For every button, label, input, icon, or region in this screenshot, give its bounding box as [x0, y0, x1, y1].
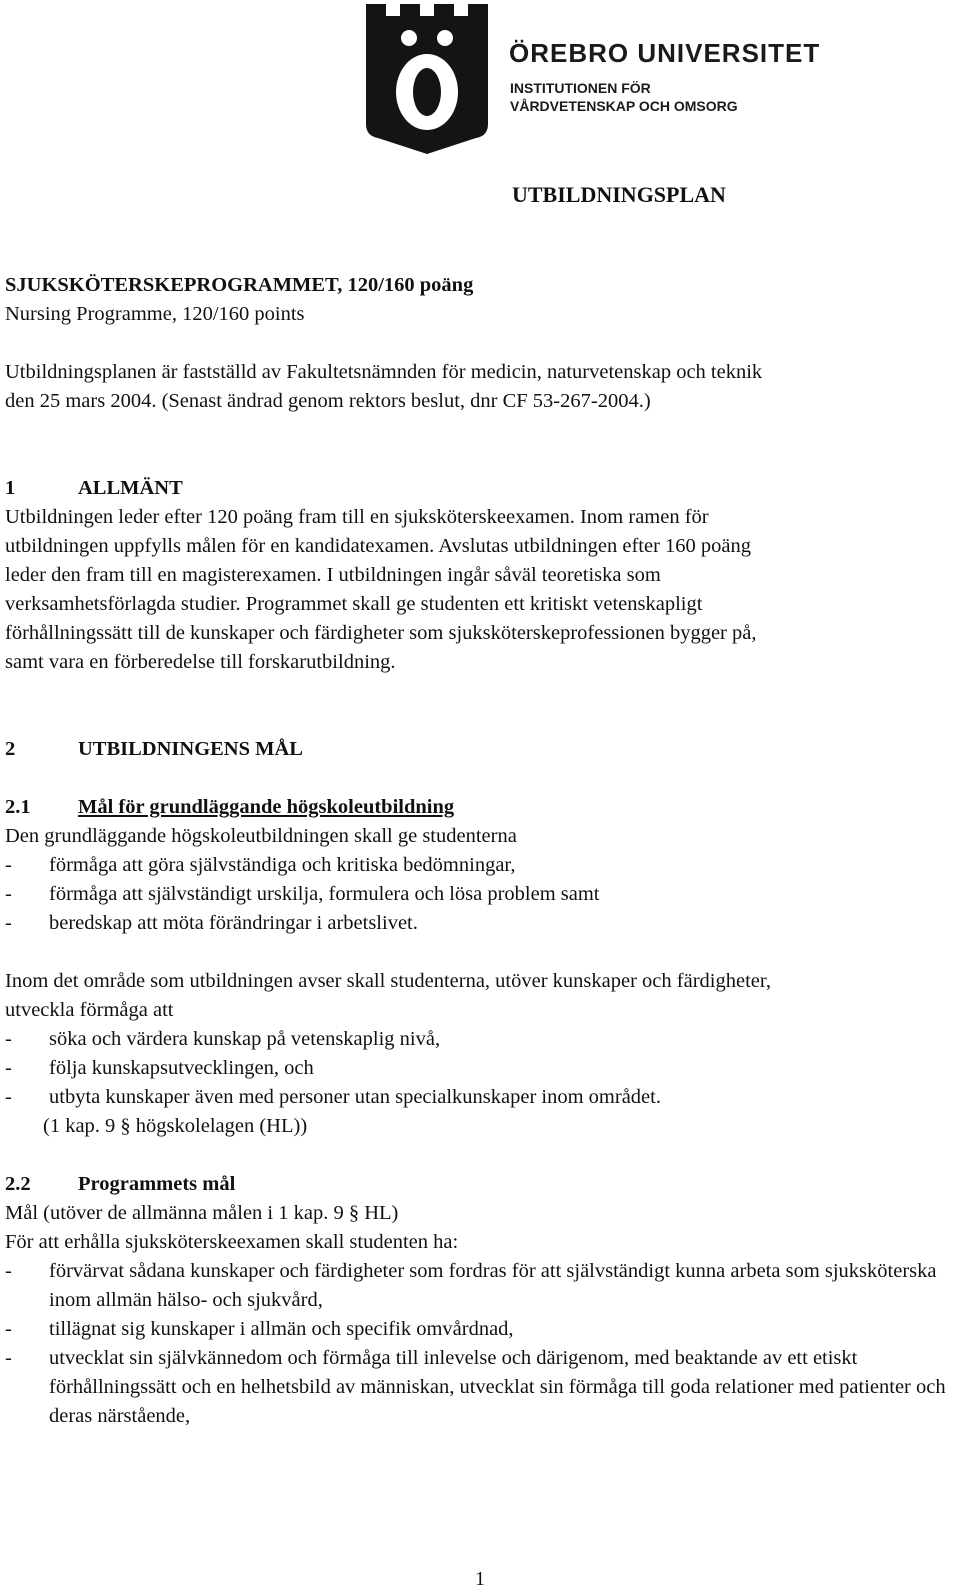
paragraph-line: utbildningen uppfylls målen för en kandidatexamen. Avslutas utbildningen efter 160 poäng	[5, 535, 751, 557]
subsection-2-2-heading	[5, 1170, 953, 1199]
list-item: - söka och värdera kunskap på vetenskaplig nivå,	[5, 1025, 953, 1054]
section-2-heading	[5, 735, 953, 764]
list-item: - beredskap att möta förändringar i arbetslivet.	[5, 909, 953, 938]
ability-list	[5, 1025, 953, 1112]
list-marker: -	[5, 883, 12, 905]
list-item: - utvecklat sin självkännedom och förmåga till inlevelse och därigenom, med beaktande av ett etiskt förhållningssätt och en helhetsbild av människan, utvecklat sin förmåga till goda relationer med patienter och deras närstående,	[5, 1344, 953, 1431]
section-1-paragraph	[5, 503, 953, 677]
orebro-shield-logo	[366, 4, 488, 154]
section-number: 2	[5, 738, 16, 760]
paragraph-line: Inom det område som utbildningen avser skall studenterna, utöver kunskaper och färdigheter,	[5, 970, 771, 992]
program-name-en: Nursing Programme, 120/160 points	[5, 303, 305, 325]
list-marker: -	[5, 1318, 12, 1340]
paragraph-line: samt vara en förberedelse till forskarutbildning.	[5, 651, 396, 673]
paragraph-line: Utbildningen leder efter 120 poäng fram till en sjuksköterskeexamen. Inom ramen för	[5, 506, 709, 528]
list-marker: -	[5, 1260, 12, 1282]
list-marker: -	[5, 854, 12, 876]
list-marker: -	[5, 1028, 12, 1050]
program-goal-list	[5, 1257, 953, 1431]
subsection-number: 2.2	[5, 1173, 31, 1195]
paragraph-line: verksamhetsförlagda studier. Programmet skall ge studenten ett kritiskt vetenskapligt	[5, 593, 703, 615]
university-name: ÖREBRO UNIVERSITET	[509, 38, 821, 68]
department-line-2: VÅRDVETENSKAP OCH OMSORG	[510, 98, 738, 114]
list-item: - tillägnat sig kunskaper i allmän och specifik omvårdnad,	[5, 1315, 953, 1344]
subsection-title: Mål för grundläggande högskoleutbildning	[78, 796, 455, 818]
section-number: 1	[5, 477, 16, 499]
adoption-line-2: den 25 mars 2004. (Senast ändrad genom rektors beslut, dnr CF 53-267-2004.)	[5, 390, 651, 412]
list-marker: -	[5, 1057, 12, 1079]
goal-list	[5, 851, 953, 938]
paragraph-line: Mål (utöver de allmänna målen i 1 kap. 9 § HL)	[5, 1202, 399, 1224]
section-title: UTBILDNINGENS MÅL	[78, 738, 303, 760]
list-marker: -	[5, 1347, 12, 1369]
paragraph-line: leder den fram till en magisterexamen. I utbildningen ingår såväl teoretiska som	[5, 564, 661, 586]
list-item: - förmåga att självständigt urskilja, formulera och lösa problem samt	[5, 880, 953, 909]
section-title: ALLMÄNT	[78, 477, 183, 499]
subsection-title: Programmets mål	[78, 1173, 236, 1195]
department-line-1: INSTITUTIONEN FÖR	[510, 80, 651, 96]
list-marker: -	[5, 1086, 12, 1108]
paragraph-line: utveckla förmåga att	[5, 999, 174, 1021]
program-name-sv: SJUKSKÖTERSKEPROGRAMMET, 120/160 poäng	[5, 274, 474, 296]
page-number: 1	[475, 1568, 485, 1590]
law-reference: (1 kap. 9 § högskolelagen (HL))	[43, 1115, 308, 1137]
document-body	[5, 271, 953, 1431]
list-item: - följa kunskapsutvecklingen, och	[5, 1054, 953, 1083]
paragraph-line: förhållningssätt till de kunskaper och färdigheter som sjuksköterskeprofessionen bygger på,	[5, 622, 757, 644]
list-item: - utbyta kunskaper även med personer utan specialkunskaper inom området.	[5, 1083, 953, 1112]
adoption-line-1: Utbildningsplanen är fastställd av Fakultetsnämnden för medicin, naturvetenskap och teknik	[5, 361, 763, 383]
document-title: UTBILDNINGSPLAN	[512, 182, 726, 207]
list-marker: -	[5, 912, 12, 934]
subsection-intro: Den grundläggande högskoleutbildningen skall ge studenterna	[5, 825, 517, 847]
list-item: - förvärvat sådana kunskaper och färdigheter som fordras för att självständigt kunna arbeta som sjuksköterska inom allmän hälso- och sjukvård,	[5, 1257, 953, 1315]
subsection-number: 2.1	[5, 796, 31, 818]
subsection-2-1-heading	[5, 793, 953, 822]
section-1-heading	[5, 474, 953, 503]
paragraph-line: För att erhålla sjuksköterskeexamen skall studenten ha:	[5, 1231, 459, 1253]
list-item: - förmåga att göra självständiga och kritiska bedömningar,	[5, 851, 953, 880]
